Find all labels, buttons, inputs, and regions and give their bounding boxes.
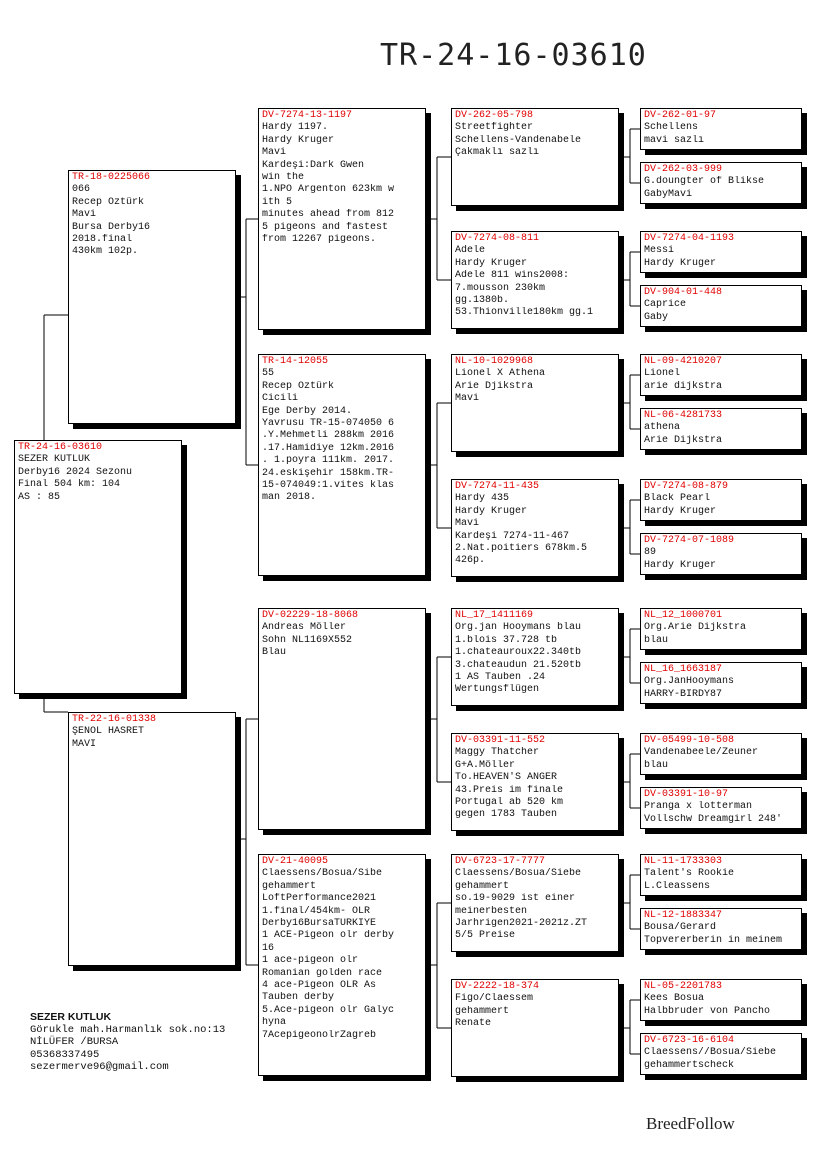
card-detail-line: 1.chateauroux22.340tb bbox=[455, 647, 582, 659]
card-detail-line: G+A.Möller bbox=[455, 759, 516, 771]
card-detail-line: Hardy Kruger bbox=[644, 559, 717, 571]
ring-number: NL-10-1029968 bbox=[455, 356, 534, 367]
card-detail-line: 4 ace-Pigeon OLR As bbox=[262, 980, 377, 992]
card-detail-line: Cicili bbox=[262, 393, 299, 405]
pedigree-card[interactable] bbox=[640, 979, 802, 1021]
card-detail-line: 43.Preis im finale bbox=[455, 784, 564, 796]
ring-number: DV-7274-07-1089 bbox=[644, 535, 735, 546]
card-detail-line: 5.Ace-pigeon olr Galyc bbox=[262, 1004, 395, 1016]
pedigree-card[interactable] bbox=[451, 108, 619, 206]
card-detail-line: blau bbox=[644, 634, 669, 646]
ring-number: TR-24-16-03610 bbox=[18, 442, 103, 453]
pedigree-card[interactable] bbox=[640, 162, 802, 204]
card-detail-line: L.Cleassens bbox=[644, 880, 711, 892]
card-detail-line: GabyMavi bbox=[644, 188, 693, 200]
card-detail-line: Kardeşi 7274-11-467 bbox=[455, 530, 570, 542]
card-detail-line: Sohn NL1169X552 bbox=[262, 634, 353, 646]
owner-name: SEZER KUTLUK bbox=[30, 1011, 112, 1023]
pedigree-card[interactable] bbox=[640, 479, 802, 521]
pedigree-card[interactable] bbox=[640, 608, 802, 650]
card-detail-line: 1 ACE-Pigeon olr derby bbox=[262, 930, 395, 942]
brand-logo-text: BreedFollow bbox=[646, 1114, 735, 1133]
ring-number: NL_17_1411169 bbox=[455, 610, 534, 621]
card-detail-line: Wertungsflügen bbox=[455, 684, 540, 696]
card-detail-line: Recep Öztürk bbox=[262, 380, 335, 392]
card-detail-line: AS : 85 bbox=[18, 491, 61, 503]
pedigree-card[interactable] bbox=[451, 733, 619, 831]
ring-number: NL-06-4281733 bbox=[644, 410, 723, 421]
card-detail-line: Vollschw Dreamgirl 248' bbox=[644, 813, 783, 825]
ring-number: DV-7274-11-435 bbox=[455, 481, 540, 492]
ring-number: NL-09-4210207 bbox=[644, 356, 723, 367]
card-detail-line: 16 bbox=[262, 942, 275, 954]
card-detail-line: gehammert bbox=[455, 1005, 510, 1017]
card-detail-line: G.doungter of Blikse bbox=[644, 176, 765, 188]
ring-number: TR-14-12055 bbox=[262, 356, 329, 367]
pedigree-card[interactable] bbox=[258, 608, 426, 830]
owner-address: Görukle mah.Harmanlık sok.no:13 bbox=[30, 1023, 226, 1036]
ring-number: DV-262-01-97 bbox=[644, 110, 717, 121]
pedigree-card[interactable] bbox=[640, 908, 802, 950]
pedigree-card[interactable] bbox=[451, 608, 619, 706]
card-detail-line: Topvererberin in meinem bbox=[644, 934, 783, 946]
card-detail-line: Arie Djikstra bbox=[455, 380, 534, 392]
card-detail-line: Arie Dijkstra bbox=[644, 434, 723, 446]
card-detail-line: Caprice bbox=[644, 299, 687, 311]
card-detail-line: Black Pearl bbox=[644, 493, 711, 505]
card-detail-line: 7.mousson 230km bbox=[455, 282, 546, 294]
card-detail-line: Pranga x lotterman bbox=[644, 801, 753, 813]
card-detail-line: ith 5 bbox=[262, 196, 293, 208]
card-detail-line: Renate bbox=[455, 1018, 492, 1030]
ring-number: DV-904-01-448 bbox=[644, 287, 723, 298]
card-detail-line: 426p. bbox=[455, 555, 486, 567]
card-detail-line: Bousa/Gerard bbox=[644, 922, 717, 934]
card-detail-line: blau bbox=[644, 759, 669, 771]
pedigree-card[interactable] bbox=[640, 285, 802, 327]
card-detail-line: Schellens bbox=[644, 122, 699, 134]
card-detail-line: Adele bbox=[455, 245, 486, 257]
ring-number: DV-02229-18-8068 bbox=[262, 610, 359, 621]
card-detail-line: 1.NPO Argenton 623km w bbox=[262, 184, 395, 196]
ring-number: TR-22-16-01338 bbox=[72, 714, 157, 725]
card-detail-line: Claessens//Bosua/Siebe bbox=[644, 1047, 777, 1059]
card-detail-line: Adele 811 wins2008: bbox=[455, 270, 570, 282]
card-detail-line: gehammertscheck bbox=[644, 1059, 735, 1071]
card-detail-line: . 1.poyra 111km. 2017. bbox=[262, 455, 395, 467]
pedigree-card[interactable] bbox=[451, 979, 619, 1077]
ring-number: DV-21-40095 bbox=[262, 856, 329, 867]
card-detail-line: mavi sazlı bbox=[644, 134, 705, 146]
pedigree-card[interactable] bbox=[640, 854, 802, 896]
card-detail-line: Portugal ab 520 km bbox=[455, 797, 564, 809]
card-detail-line: 1.blois 37.728 tb bbox=[455, 634, 558, 646]
pedigree-card[interactable] bbox=[451, 231, 619, 329]
card-detail-line: Talent's Rookie bbox=[644, 868, 735, 880]
card-detail-line: MAVİ bbox=[72, 738, 97, 750]
card-detail-line: .17.Hamidiye 12km.2016 bbox=[262, 442, 395, 454]
card-detail-line: Halbbruder von Pancho bbox=[644, 1005, 771, 1017]
card-detail-line: Kees Bosua bbox=[644, 993, 705, 1005]
card-detail-line: .Y.Mehmetli 288km 2016 bbox=[262, 430, 395, 442]
ring-number: DV-03391-11-552 bbox=[455, 735, 546, 746]
owner-info bbox=[30, 1011, 225, 1074]
card-detail-line: Figo/Claessem bbox=[455, 993, 534, 1005]
card-detail-line: 5/5 Preise bbox=[455, 930, 516, 942]
card-detail-line: arie dijkstra bbox=[644, 380, 723, 392]
pedigree-title: TR-24-16-03610 bbox=[380, 38, 647, 73]
pedigree-card[interactable] bbox=[258, 854, 426, 1076]
card-detail-line: Bursa Derby16 bbox=[72, 221, 151, 233]
card-detail-line: Maggy Thatcher bbox=[455, 747, 540, 759]
ring-number: DV-7274-04-1193 bbox=[644, 233, 735, 244]
card-detail-line: ŞENOL HASRET bbox=[72, 726, 145, 738]
card-detail-line: 15-074049:1.vites klas bbox=[262, 480, 395, 492]
card-detail-line: Lionel X Athena bbox=[455, 368, 546, 380]
card-detail-line: Hardy Kruger bbox=[262, 134, 335, 146]
card-detail-line: Claessens/Bosua/Sibe bbox=[262, 868, 383, 880]
card-detail-line: Hardy Kruger bbox=[455, 505, 528, 517]
card-detail-line: To.HEAVEN'S ANGER bbox=[455, 772, 558, 784]
pedigree-card[interactable] bbox=[451, 479, 619, 577]
ring-number: TR-18-0225066 bbox=[72, 172, 151, 183]
card-detail-line: Org.jan Hooymans blau bbox=[455, 622, 582, 634]
card-detail-line: Ege Derby 2014. bbox=[262, 405, 353, 417]
ring-number: DV-262-03-999 bbox=[644, 164, 723, 175]
card-detail-line: Gaby bbox=[644, 311, 669, 323]
card-detail-line: so.19-9029 ist einer bbox=[455, 893, 576, 905]
card-detail-line: Final 504 km: 104 bbox=[18, 479, 121, 491]
card-detail-line: win the bbox=[262, 172, 305, 184]
pedigree-card[interactable] bbox=[640, 662, 802, 704]
card-detail-line: Yavrusu TR-15-074050 6 bbox=[262, 418, 395, 430]
ring-number: DV-05499-10-508 bbox=[644, 735, 735, 746]
ring-number: DV-7274-08-811 bbox=[455, 233, 540, 244]
owner-email: sezermerve96@gmail.com bbox=[30, 1061, 169, 1073]
card-detail-line: HARRY-BIRDY87 bbox=[644, 688, 723, 700]
pedigree-card[interactable] bbox=[640, 354, 802, 396]
card-detail-line: Hardy Kruger bbox=[644, 257, 717, 269]
card-detail-line: man 2018. bbox=[262, 492, 317, 504]
card-detail-line: minutes ahead from 812 bbox=[262, 209, 395, 221]
owner-city: NİLÜFER /BURSA bbox=[30, 1036, 119, 1048]
card-detail-line: Hardy Kruger bbox=[644, 505, 717, 517]
card-detail-line: 89 bbox=[644, 547, 657, 559]
card-detail-line: Org.JanHooymans bbox=[644, 676, 735, 688]
card-detail-line: Çakmaklı sazlı bbox=[455, 147, 540, 159]
card-detail-line: 7AcepigeonolrZagreb bbox=[262, 1029, 377, 1041]
ring-number: DV-262-05-798 bbox=[455, 110, 534, 121]
card-detail-line: Jarhrigen2021-2021z.ZT bbox=[455, 918, 588, 930]
card-detail-line: 2.Nat.poitiers 678km.5 bbox=[455, 543, 588, 555]
ring-number: DV-03391-10-97 bbox=[644, 789, 729, 800]
pedigree-card[interactable] bbox=[68, 712, 236, 966]
ring-number: DV-6723-17-7777 bbox=[455, 856, 546, 867]
card-detail-line: 1 AS Tauben .24 bbox=[455, 672, 546, 684]
card-detail-line: 55 bbox=[262, 368, 275, 380]
pedigree-card[interactable] bbox=[640, 108, 802, 150]
ring-number: NL-11-1733303 bbox=[644, 856, 723, 867]
card-detail-line: 2018.final bbox=[72, 234, 133, 246]
card-detail-line: SEZER KUTLUK bbox=[18, 454, 91, 466]
card-detail-line: Mavi bbox=[72, 209, 97, 221]
card-detail-line: 1 ace-pigeon olr bbox=[262, 955, 359, 967]
ring-number: DV-7274-08-879 bbox=[644, 481, 729, 492]
card-detail-line: gg.1380b. bbox=[455, 295, 510, 307]
card-detail-line: Messi bbox=[644, 245, 675, 257]
ring-number: NL_16_1663187 bbox=[644, 664, 723, 675]
ring-number: NL_12_1000701 bbox=[644, 610, 723, 621]
ring-number: DV-2222-18-374 bbox=[455, 981, 540, 992]
card-detail-line: Schellens-Vandenabele bbox=[455, 134, 582, 146]
card-detail-line: Lionel bbox=[644, 368, 681, 380]
pedigree-card[interactable] bbox=[258, 108, 426, 330]
card-detail-line: LoftPerformance2021 bbox=[262, 893, 377, 905]
card-detail-line: Mavi bbox=[455, 393, 480, 405]
card-detail-line: Mavi bbox=[455, 518, 480, 530]
pedigree-card[interactable] bbox=[640, 231, 802, 273]
pedigree-card[interactable] bbox=[640, 533, 802, 575]
card-detail-line: from 12267 pigeons. bbox=[262, 234, 377, 246]
pedigree-card[interactable] bbox=[640, 408, 802, 450]
card-detail-line: Vandenabeele/Zeuner bbox=[644, 747, 759, 759]
ring-number: NL-12-1883347 bbox=[644, 910, 723, 921]
card-detail-line: Mavi bbox=[262, 147, 287, 159]
pedigree-card[interactable] bbox=[14, 440, 182, 694]
card-detail-line: 5 pigeons and fastest bbox=[262, 221, 389, 233]
card-detail-line: Blau bbox=[262, 647, 287, 659]
card-detail-line: Romanian golden race bbox=[262, 967, 383, 979]
card-detail-line: gehammert bbox=[262, 880, 317, 892]
ring-number: DV-7274-13-1197 bbox=[262, 110, 353, 121]
card-detail-line: Hardy 1197. bbox=[262, 122, 329, 134]
card-detail-line: Streetfighter bbox=[455, 122, 534, 134]
pedigree-card[interactable] bbox=[640, 1033, 802, 1075]
card-detail-line: Tauben derby bbox=[262, 992, 335, 1004]
card-detail-line: hyna bbox=[262, 1017, 287, 1029]
card-detail-line: 430km 102p. bbox=[72, 246, 139, 258]
pedigree-card[interactable] bbox=[258, 354, 426, 576]
ring-number: NL-05-2201783 bbox=[644, 981, 723, 992]
card-detail-line: Andreas Möller bbox=[262, 622, 347, 634]
card-detail-line: athena bbox=[644, 422, 681, 434]
card-detail-line: Claessens/Bosua/Siebe bbox=[455, 868, 582, 880]
card-detail-line: Hardy Kruger bbox=[455, 257, 528, 269]
card-detail-line: gegen 1783 Tauben bbox=[455, 809, 558, 821]
owner-phone: 05368337495 bbox=[30, 1048, 100, 1061]
card-detail-line: 066 bbox=[72, 184, 91, 196]
card-detail-line: Hardy 435 bbox=[455, 493, 510, 505]
card-detail-line: Org.Arie Dijkstra bbox=[644, 622, 747, 634]
pedigree-card[interactable] bbox=[451, 354, 619, 452]
card-detail-line: Derby16BursaTÜRKİYE bbox=[262, 918, 377, 930]
card-detail-line: 1.final/454km- OLR bbox=[262, 905, 371, 917]
pedigree-card[interactable] bbox=[640, 733, 802, 775]
card-detail-line: 53.Thionville180km gg.1 bbox=[455, 307, 594, 319]
card-detail-line: Kardeşi:Dark Gwen bbox=[262, 159, 365, 171]
card-detail-line: Recep Öztürk bbox=[72, 196, 145, 208]
card-detail-line: Derby16 2024 Sezonu bbox=[18, 466, 133, 478]
card-detail-line: meinerbesten bbox=[455, 905, 528, 917]
card-detail-line: 3.chateaudun 21.520tb bbox=[455, 659, 582, 671]
pedigree-card[interactable] bbox=[451, 854, 619, 952]
pedigree-card[interactable] bbox=[68, 170, 236, 424]
card-detail-line: 24.eskişehir 158km.TR- bbox=[262, 467, 395, 479]
pedigree-card[interactable] bbox=[640, 787, 802, 829]
card-detail-line: gehammert bbox=[455, 880, 510, 892]
ring-number: DV-6723-16-6104 bbox=[644, 1035, 735, 1046]
